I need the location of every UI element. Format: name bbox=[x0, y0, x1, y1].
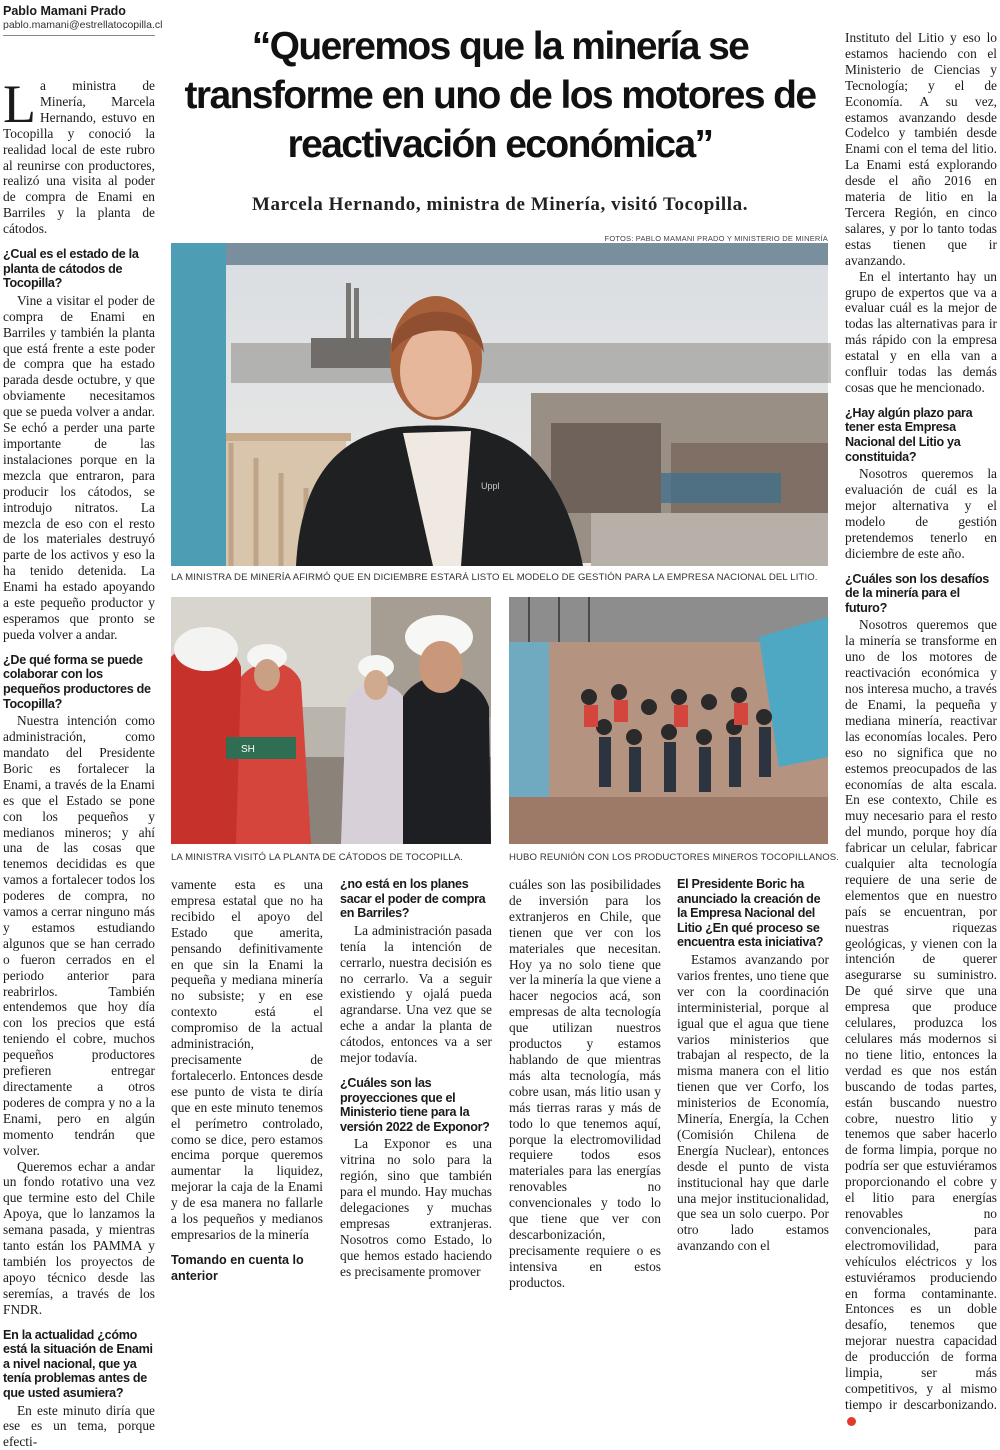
answer-6: Estamos avanzando por varios frentes, uno tiene que ver con la coordinación interministerial, porque al igual que el agua que tiene varios ministerios que trabajan al respecto, de la misma manera con el litio tienen que ver Corfo, los ministerios de Economía, Minería, Energía, la Cchen (Comisión Chilena de Energía Nuclear), entonces desde el punto de vista institucional hay que darle una mejor institucionalidad, que sea un solo cuerpo. Por otro lado estamos avanzando con el bbox=[677, 951, 829, 1254]
cathode-plant-illustration bbox=[171, 597, 491, 844]
answer-3: En este minuto diría que ese es un tema, porque efecti- bbox=[3, 1402, 155, 1450]
headline: “Queremos que la minería se transforme en uno de los motores de reactivación económica” bbox=[184, 25, 816, 166]
producers-meeting-caption: HUBO REUNIÓN CON LOS PRODUCTORES MINEROS TOCOPILLANOS. bbox=[509, 852, 840, 863]
lead-paragraph: La ministra de Minería, Marcela Hernando, estuvo en Tocopilla y conoció la realidad local de este rubro al reunirse con productores, realizó una visita al poder de compra de Enami en Barriles y la planta de cátodos. bbox=[3, 74, 155, 237]
question-1: ¿Cual es el estado de la planta de cátodos de Tocopilla? bbox=[3, 247, 139, 291]
main-photo-illustration bbox=[171, 243, 828, 566]
column-2 bbox=[171, 877, 323, 1283]
producers-meeting-photo bbox=[509, 597, 828, 844]
question-6: El Presidente Boric ha anunciado la creación de la Empresa Nacional del Litio ¿En qué proceso se encuentra esta iniciativa? bbox=[677, 877, 824, 950]
answer-2b: Queremos echar a andar un fondo rotativo una vez que termine esto del Chile Apoya, que lo lanzamos la semana pasada, y mientras tanto están los PAMMA y también los proyectos de apoyo técnico desde las seremías, a través de los FNDR. bbox=[3, 1158, 155, 1317]
main-photo bbox=[171, 243, 828, 566]
answer-7: Nosotros queremos la evaluación de cuál es la mejor alternativa y el modelo de gestión pretendemos tenerlo en diciembre de este año. bbox=[845, 466, 997, 561]
producers-meeting-illustration bbox=[509, 597, 828, 844]
byline bbox=[3, 4, 163, 36]
answer-3-continued: vamente esta es una empresa estatal que no ha recibido el apoyo del Estado que amerita, pensando definitivamente en que sin la Enami la pequeña y mediana minería no subsiste; y en ese contexto está el compromiso de la actual administración, precisamente de fortalecerlo. Entonces desde ese punto de vista te diría que en este minuto tenemos el perímetro controlado, como se dice, pero estamos encima porque queremos aumentar la liquidez, mejorar la caja de la Enami y de esa manera no fallarle a los pequeños y medianos empresarios de la minería bbox=[171, 877, 323, 1242]
helmet-sign-text: SH bbox=[241, 744, 255, 755]
end-of-article-icon bbox=[847, 1417, 856, 1426]
question-2: ¿De qué forma se puede colaborar con los pequeños productores de Tocopilla? bbox=[3, 652, 151, 711]
main-photo-caption: LA MINISTRA DE MINERÍA AFIRMÓ QUE EN DICIEMBRE ESTARÁ LISTO EL MODELO DE GESTIÓN PARA LA EMPRESA NACIONAL DEL LITIO. bbox=[171, 572, 818, 583]
answer-6-continued: Instituto del Litio y eso lo estamos haciendo con el Ministerio de Ciencias y Tecnología; y el de Economía. A su vez, estamos avanzando desde Codelco y también desde Enami con el tema del litio. La Enami está explorando desde el año 2016 en materia de litio en la Tercera Región, en cinco salares, y por lo tanto todas estas tienen que ir avanzando. bbox=[845, 30, 997, 268]
answer-5: La Exponor es una vitrina no solo para la región, sino que también para el mundo. Hay muchas delegaciones y muchas empresas extranjeras. Nosotros como Estado, lo que hemos estado haciendo es precisamente promover bbox=[340, 1136, 492, 1279]
answer-4: La administración pasada tenía la intención de cerrarlo, nuestra decisión es no cerrarlo. Va a seguir existiendo y ojalá pueda agrandarse. Una vez que se eche a andar la planta de cátodos, entonces va a ser mejor todavía. bbox=[340, 922, 492, 1066]
column-6 bbox=[845, 30, 997, 1412]
photo-credit: FOTOS: PABLO MAMANI PRADO Y MINISTERIO DE MINERÍA bbox=[604, 234, 828, 243]
question-5: ¿Cuáles son las proyecciones que el Ministerio tiene para la versión 2022 de Exponor? bbox=[340, 1075, 490, 1134]
jacket-logo-text: Uppl bbox=[481, 481, 500, 491]
author-name: Pablo Mamani Prado bbox=[3, 4, 126, 18]
column-4 bbox=[509, 877, 661, 1290]
drop-cap: L bbox=[3, 74, 36, 134]
cathode-plant-caption: LA MINISTRA VISITÓ LA PLANTA DE CÁTODOS DE TOCOPILLA. bbox=[171, 852, 463, 863]
question-4-end: ¿no está en los planes sacar el poder de compra en Barriles? bbox=[340, 877, 486, 921]
cathode-plant-photo bbox=[171, 597, 491, 844]
answer-2: Nuestra intención como administración, como mandato del Presidente Boric es fortalecer la Enami, a través de la Enami es que el Estado se pone con los pequeños y medianos mineros; y ahí una de las cosas que tenemos decididas es que vamos a fortalecer todos los poderes de compra, no vamos a cerrar ninguno más y estamos estudiando algunos que se han cerrado o fueron cerrados en el periodo anterior para reabrirlos. También entendemos que hoy día con los precios que está teniendo el cobre, muchos pequeños productores prefieren entregar directamente a otros poderes de compra y no a la Enami, pero en algún momento tendrán que volver. bbox=[3, 713, 155, 1158]
answer-1: Vine a visitar el poder de compra de Enami en Barriles y también la planta que está frente a este poder de compra que ha estado parada desde octubre, y que obviamente necesitamos que se pueda volver a andar. Se echó a perder una parte importante de las instalaciones porque en la mezcla que entraron, para producir los cátodos, se introdujo nitratos. La mezcla de eso con el resto de los materiales destruyó parte de los activos y eso la ha tenido detenida. La Enami ha estado apoyando a este pequeño productor y esperamos que pronto se pueda volver a andar. bbox=[3, 292, 155, 642]
column-1 bbox=[3, 74, 155, 1450]
answer-8: Nosotros queremos que la minería se transforme en uno de los motores de reactivación económica y nos interesa mucho, a través de Enami, la pequeña y mediana minería, reactivar las economías locales. Pero eso no significa que no estemos preocupados de las economías de alta escala. En ese contexto, Chile es muy necesario para el resto del mundo, porque hoy día fabricar un celular, fabricar cualquier alta tecnología requiere de una serie de elementos que en nuestro país se encuentran, por nuestras riquezas geológicas, y vienen con la intención de querer asegurarse su suministro. De qué sirve que una empresa que produce celulares, produzca los celulares más modernos si no tiene litio, entonces la verdad es que nos están buscando de todas partes, están buscando nuestro cobre, nuestro litio y tenemos que saber hacerlo de forma limpia, porque no podría ser que estuviéramos proporcionando el cobre y el litio para energías renovables no convencionales, para electromovilidad, para vehículos eléctricos y los estuviéramos produciendo en forma contaminante. Entonces es un doble desafío, tenemos que mejorar nuestra capacidad de producción de forma limpia, ser más competitivos, y al mismo tiempo ir descarbonizando. bbox=[845, 617, 997, 1428]
answer-6b: En el intertanto hay un grupo de expertos que va a evaluar cuál es la mejor de todas las alternativas para ir más rápido con la empresa estatal y en ella van a confluir todas las demás cosas que he mencionado. bbox=[845, 268, 997, 395]
question-3: En la actualidad ¿cómo está la situación de Enami a nivel nacional, que ya tenía problemas antes de que usted asumiera? bbox=[3, 1327, 153, 1400]
question-8: ¿Cuáles son los desafíos de la minería para el futuro? bbox=[845, 571, 989, 615]
byline-divider bbox=[3, 35, 155, 36]
answer-5-continued: cuáles son las posibilidades de inversión para los extranjeros en Chile, que tienen que ver con los materiales que necesitan. Hoy ya no solo tiene que ver la minería la que viene a hacer negocios acá, son empresas de alta tecnología que utilizan nuestros productos y estamos hablando de que mientras más alta tecnología, más cobre usan, más litio usan y más tierras raras y más de todo lo que tenemos aquí, porque la electromovilidad requiere todos esos materiales para las energías renovables no convencionales y todo lo que tiene que ver con descarbonización, precisamente requiere o es intensiva en estos productos. bbox=[509, 877, 661, 1290]
column-5 bbox=[677, 877, 829, 1254]
column-3 bbox=[340, 877, 492, 1279]
question-7: ¿Hay algún plazo para tener esta Empresa Nacional del Litio ya constituida? bbox=[845, 405, 973, 464]
subheadline: Marcela Hernando, ministra de Minería, visitó Tocopilla. bbox=[251, 194, 749, 215]
question-4-start: Tomando en cuenta lo anterior bbox=[171, 1252, 304, 1283]
author-email[interactable]: pablo.mamani@estrellatocopilla.cl bbox=[3, 19, 163, 31]
